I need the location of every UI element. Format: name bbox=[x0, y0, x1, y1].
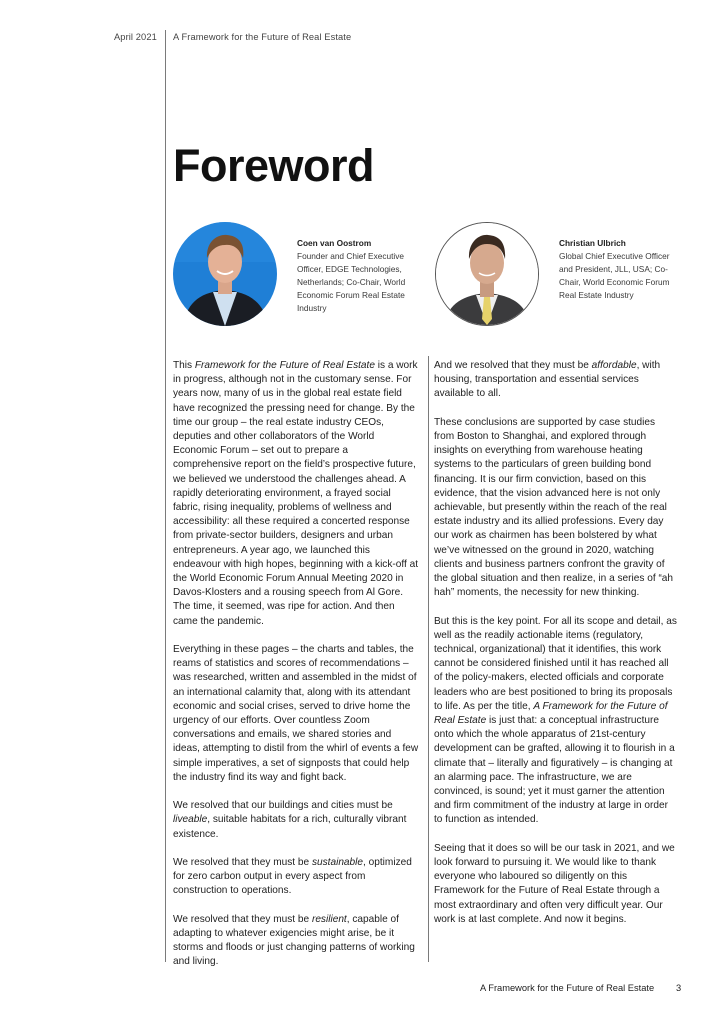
author-role: Global Chief Executive Officer and President, JLL, USA; Co-Chair, World Economic Forum Real Estate Industry bbox=[559, 251, 670, 300]
header-divider-rule bbox=[165, 30, 166, 660]
footer-title: A Framework for the Future of Real Estate bbox=[480, 983, 655, 993]
header-date: April 2021 bbox=[114, 32, 157, 42]
author-name: Coen van Oostrom bbox=[297, 238, 372, 248]
paragraph: Everything in these pages – the charts and tables, the reams of statistics and scores of recommendations – was researched, written and assembled in the midst of an international calamity that, along with its attendant economic and social crises, served to drive home the urgency of our efforts. Over countless Zoom conversations and emails, we shared stories and ideas, attempting to distil from the whirl of events a few simple imperatives, a set of signposts that could help the industry find its way and fight back. bbox=[173, 644, 419, 783]
paragraph: But this is the key point. For all its scope and detail, as well as the readily actionable items (regulatory, technical, organizational) that it identifies, this work cannot be considered finished until it has reached all of the policy-makers, elected officials and corporate leaders who are best positioned to bring its proposals to life. As per the title, A Framework for the Future of Real Estate is just that: a conceptual infrastructure onto which the whole apparatus of 21st-century development can be grafted, allowing it to flourish in a climate that – literally and figuratively – is changing at an alarming pace. The infrastructure, we are convinced, is sound; yet it must garner the attention and firm commitment of the industry at large in order to function as intended. bbox=[434, 615, 677, 826]
paragraph: Seeing that it does so will be our task in 2021, and we look forward to pursuing it. We would like to thank everyone who laboured so diligently on this Framework for the Future of Real Estate through a most extraordinary and often very difficult year. Our work is at last complete. And now it begins. bbox=[434, 842, 675, 925]
author-bio-1 bbox=[297, 237, 419, 315]
body-column-left bbox=[173, 359, 419, 970]
left-column-rule bbox=[165, 660, 166, 962]
paragraph: This Framework for the Future of Real Estate is a work in progress, although not in the customary sense. For years now, many of us in the global real estate field have recognized the pressing need for change. By the time our group – the real estate industry CEOs, deputies and other collaborators of the World Economic Forum – set out to prepare a comprehensive report on the field’s prospective future, we believed we understood the challenges ahead. A rapidly deteriorating environment, a frayed social fabric, rising inequality, problems of wellness and accessibility: all these required a concerted response from private-sector builders, designers and urban entrepreneurs. A year ago, we launched this endeavour with high hopes, beginning with a kick-off at the World Economic Forum Annual Meeting 2020 in Davos-Klosters and a rousing speech from Al Gore. The time, it seemed, was ripe for action. And then came the pandemic. bbox=[173, 360, 419, 627]
author-photo-christian-ulbrich bbox=[435, 222, 539, 326]
column-divider-rule bbox=[428, 356, 429, 962]
page-title: Foreword bbox=[173, 140, 375, 191]
header-title: A Framework for the Future of Real Estate bbox=[173, 32, 352, 42]
author-bio-2 bbox=[559, 237, 681, 302]
paragraph: And we resolved that they must be affordable, with housing, transportation and essential services available to all. bbox=[434, 360, 661, 400]
paragraph: We resolved that they must be sustainable, optimized for zero carbon output in every aspect from construction to operations. bbox=[173, 857, 412, 897]
body-column-right bbox=[434, 359, 678, 927]
page-number: 3 bbox=[676, 983, 682, 993]
paragraph: We resolved that our buildings and cities must be liveable, suitable habitats for a rich, culturally vibrant existence. bbox=[173, 800, 407, 840]
paragraph: These conclusions are supported by case studies from Boston to Shanghai, and explored through insights on everything from warehouse heating systems to the particulars of green building bond financing. It is our firm conviction, based on this evidence, that the vision advanced here is not only achievable, but presently within the reach of the real estate industry and its allied professions. Every day our work as chairmen has been bolstered by what we’ve witnessed on the ground in 2020, watching clients and business partners confront the gravity of the global situation and then realize, in a series of “ah hah” moments, the necessity for new thinking. bbox=[434, 416, 674, 599]
paragraph: We resolved that they must be resilient, capable of adapting to whatever exigencies might arise, be it storms and floods or just changing patterns of working and living. bbox=[173, 913, 415, 968]
author-name: Christian Ulbrich bbox=[559, 238, 626, 248]
author-role: Founder and Chief Executive Officer, EDGE Technologies, Netherlands; Co-Chair, World Economic Forum Real Estate Industry bbox=[297, 251, 406, 313]
author-photo-coen-van-oostrom bbox=[173, 222, 277, 326]
